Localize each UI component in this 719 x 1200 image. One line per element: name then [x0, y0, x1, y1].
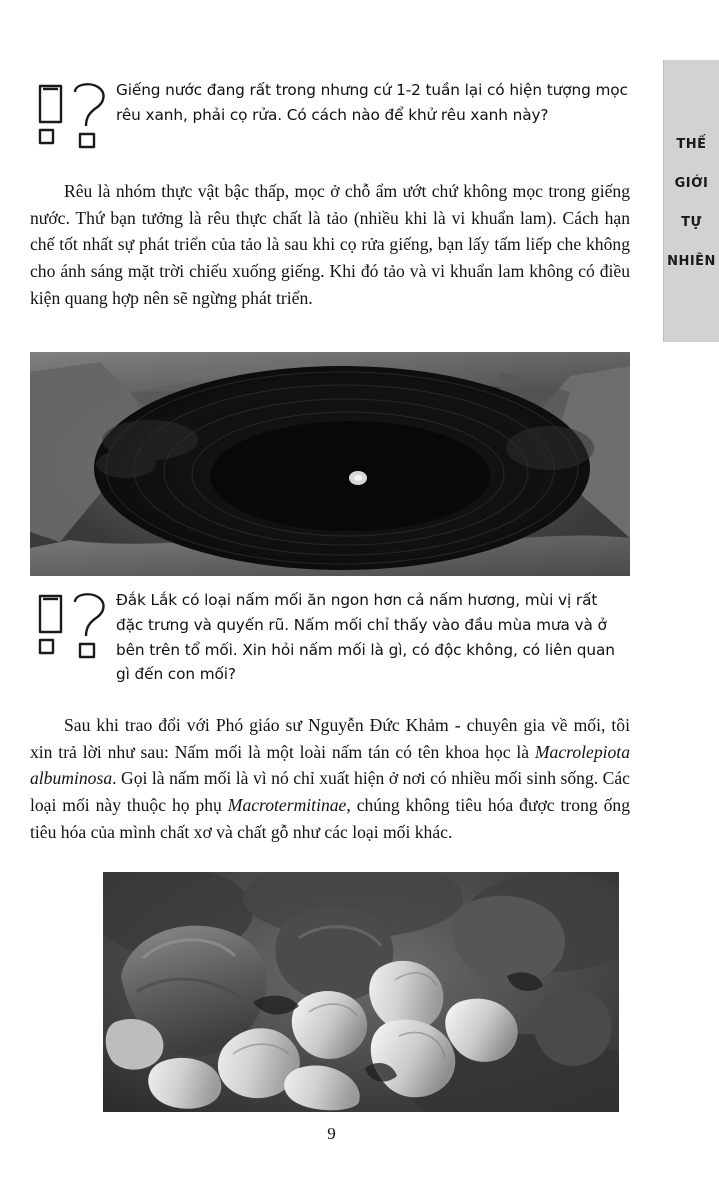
exclamation-question-icon: [28, 78, 116, 158]
side-tab-word-1: THẾ: [676, 137, 707, 152]
well-photo: [30, 352, 630, 576]
answer-text-2-species-1: Macrolepiota albuminosa: [30, 741, 630, 789]
termite-mushroom-photo: [103, 872, 619, 1112]
answer-text-1: Rêu là nhóm thực vật bậc thấp, mọc ở chỗ ẩm ướt chứ không mọc trong giếng nước. Thứ bạn tưởng là rêu thực chất là tảo (nhiều khi là vi khuẩn lam). Cách hạn chế tốt nhất sự phát triển của tảo là sau khi cọ rửa giếng, bạn lấy tấm liếp che không cho ánh sáng mặt trời chiếu xuống giếng. Khi đó tảo và vi khuẩn lam không có điều kiện quang hợp nên sẽ ngừng phát triển.: [30, 181, 630, 308]
answer-text-2-part-2: . Gọi là nấm mối là vì nó chỉ xuất hiện ở nơi có nhiều mối sinh sống. Các loại mối này thuộc họ phụ: [30, 768, 630, 816]
side-tab-word-4: NHIÊN: [667, 254, 716, 269]
answer-text-2-part-3: , chúng không tiêu hóa được trong ống tiêu hóa của mình chất xơ và chất gỗ như các loại mối khác.: [30, 795, 630, 842]
question-block-1: [28, 78, 628, 158]
answer-text-2-part-1: Sau khi trao đổi với Phó giáo sư Nguyễn Đức Khảm - chuyên gia về mối, tôi xin trả lời như sau: Nấm mối là một loài nấm tán có tên khoa học là: [30, 715, 630, 762]
exclamation-question-icon: [28, 588, 116, 668]
answer-text-2-species-2: Macrotermitinae: [227, 795, 347, 816]
side-tab: [663, 60, 719, 342]
side-tab-word-3: TỰ: [681, 215, 702, 230]
question-block-2: [28, 588, 628, 687]
question-text-2: Đắk Lắk có loại nấm mối ăn ngon hơn cả nấm hương, mùi vị rất đặc trưng và quyến rũ. Nấm mối chỉ thấy vào đầu mùa mưa và ở bên trên tổ mối. Xin hỏi nấm mối là gì, có độc không, có liên quan gì đến con mối?: [116, 591, 615, 684]
answer-paragraph-2: [30, 712, 630, 846]
page-number: 9: [327, 1124, 336, 1143]
question-text-1: Giếng nước đang rất trong nhưng cứ 1-2 tuần lại có hiện tượng mọc rêu xanh, phải cọ rửa. Có cách nào để khử rêu xanh này?: [116, 81, 628, 124]
side-tab-word-2: GIỚI: [674, 176, 709, 191]
answer-paragraph-1: [30, 178, 630, 312]
